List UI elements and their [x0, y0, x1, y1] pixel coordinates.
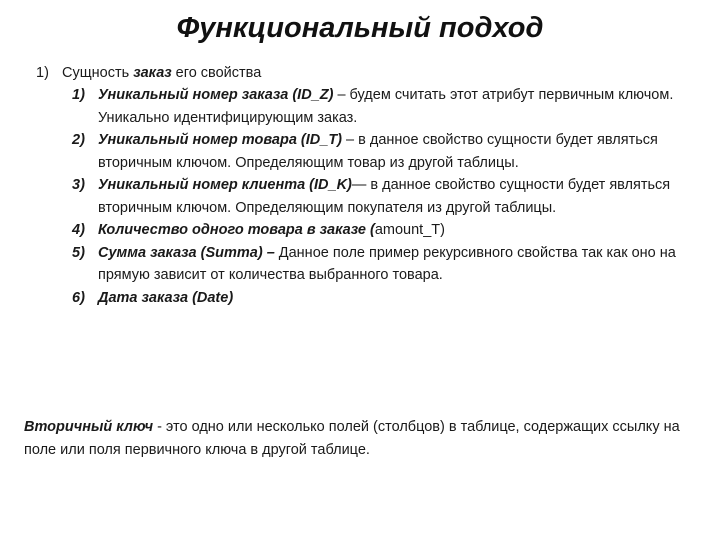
item-description: Данное поле пример рекурсивного свойства так как оно на прямую зависит от количества выбранного товара. — [98, 244, 676, 283]
property-item — [72, 129, 692, 174]
item-number: 3) — [72, 177, 85, 193]
item-term: Уникальный номер заказа (ID_Z) — [98, 87, 334, 103]
slide-title: Функциональный подход — [176, 12, 544, 44]
item-number: 6) — [72, 289, 85, 306]
property-item — [72, 287, 692, 310]
item-description: amount_T) — [374, 222, 445, 238]
item-term: Уникальный номер товара (ID_T) — [98, 132, 343, 148]
foreign-key-note — [24, 416, 696, 462]
entity-heading — [36, 62, 696, 84]
item-number: 2) — [72, 132, 85, 148]
entity-heading-number: 1) — [36, 65, 49, 81]
entity-heading-emphasis: заказ — [133, 65, 172, 81]
entity-heading-prefix: Сущность — [62, 65, 134, 81]
property-item — [72, 84, 692, 129]
item-term: Сумма заказа (Summa) – — [98, 244, 275, 261]
item-number: 5) — [72, 244, 85, 261]
note-definition: - это одно или несколько полей (столбцов) в таблице, содержащих ссылку на поле или поля первичного ключа в другой таблице. — [24, 419, 680, 458]
item-description: – будем считать этот атрибут первичным ключом. Уникально идентифицирующим заказ. — [98, 87, 674, 126]
property-list — [72, 84, 692, 309]
item-description: — в данное свойство сущности будет являться вторичным ключом. Определяющим покупателя из другой таблицы. — [98, 177, 671, 216]
note-term: Вторичный ключ — [24, 419, 154, 435]
item-term: Количество одного товара в заказе ( — [98, 222, 375, 238]
property-item — [72, 174, 692, 219]
item-number: 4) — [72, 222, 85, 238]
item-term: Уникальный номер клиента (ID_K) — [98, 177, 352, 193]
property-item — [72, 219, 692, 242]
item-term: Дата заказа (Date) — [98, 289, 234, 306]
item-description: – в данное свойство сущности будет являться вторичным ключом. Определяющим товар из другой таблицы. — [98, 132, 658, 171]
property-item — [72, 242, 692, 287]
item-number: 1) — [72, 87, 85, 103]
entity-heading-suffix: его свойства — [171, 65, 262, 81]
